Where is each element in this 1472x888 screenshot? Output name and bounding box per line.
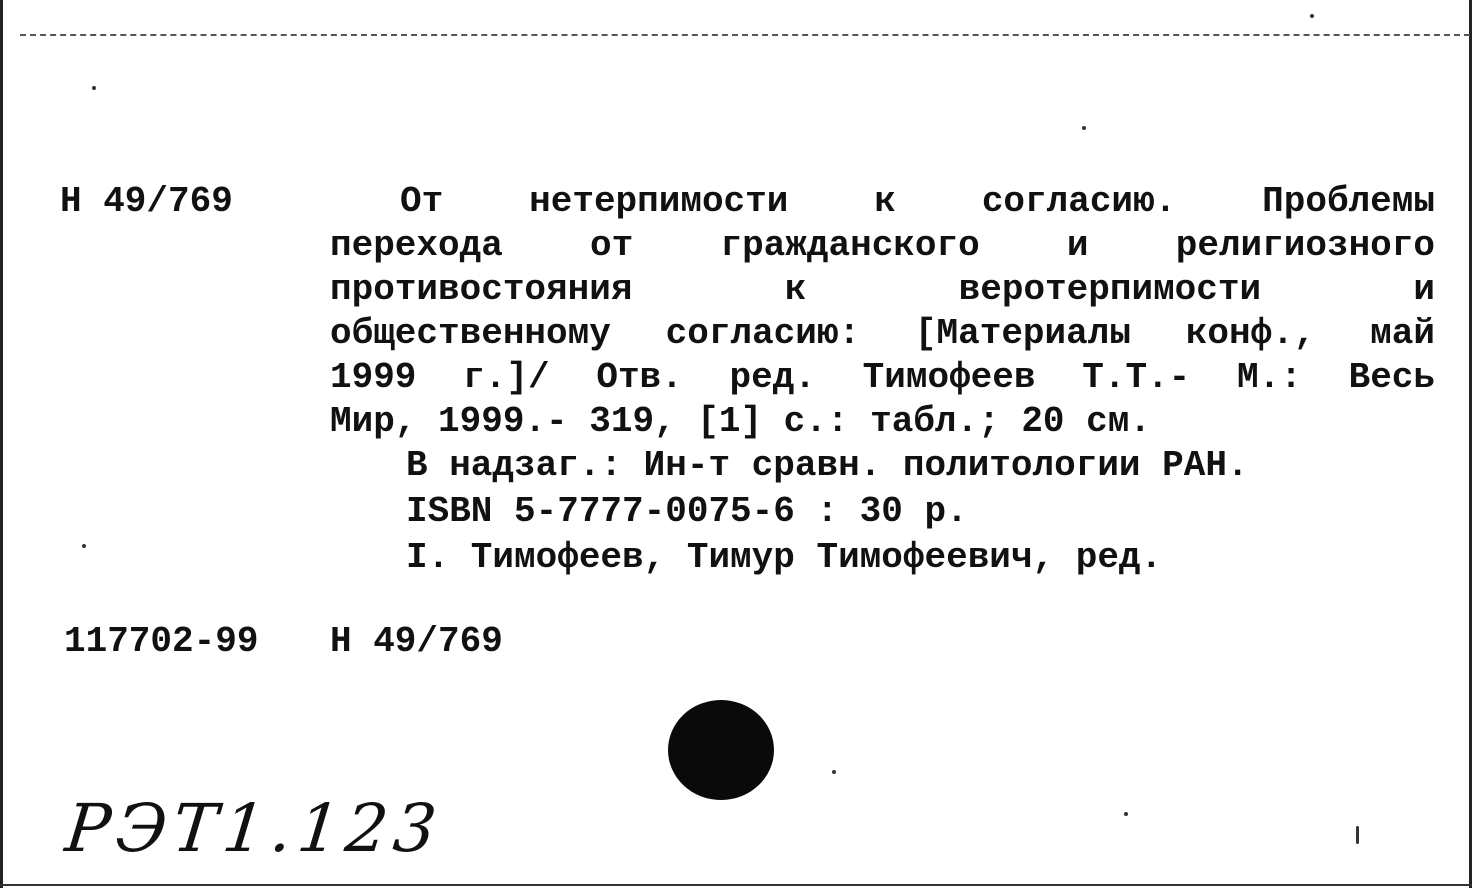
bottom-rule — [0, 884, 1472, 886]
scan-speck — [92, 86, 96, 90]
scan-speck — [1082, 126, 1086, 130]
scan-speck — [1310, 14, 1314, 18]
punch-hole — [668, 700, 774, 800]
description-line-2: перехода от гражданского и религиозного — [330, 225, 1435, 266]
description-line-3: противостояния к веротерпимости и — [330, 269, 1435, 310]
note-heading-line: В надзаг.: Ин-т сравн. политологии РАН. — [406, 445, 1249, 486]
shelf-mark-top: Н 49/769 — [60, 181, 233, 222]
card-left-edge — [0, 0, 3, 888]
top-dashed-rule — [20, 34, 1470, 36]
scan-speck — [82, 544, 86, 548]
scan-speck — [1124, 812, 1128, 816]
control-number: 117702-99 — [64, 621, 259, 662]
description-line-4: общественному согласию: [Материалы конф., май — [330, 313, 1435, 354]
description-line-1: От нетерпимости к согласию. Проблемы — [400, 181, 1435, 222]
scan-mark — [1356, 826, 1359, 844]
scan-speck — [832, 770, 836, 774]
handwritten-code: РЭТ1.123 — [61, 790, 446, 867]
isbn-price-line: ISBN 5-7777-0075-6 : 30 р. — [406, 491, 968, 532]
description-line-5: 1999 г.]/ Отв. ред. Тимофеев Т.Т.- М.: Весь — [330, 357, 1435, 398]
shelf-mark-bottom: Н 49/769 — [330, 621, 503, 662]
description-line-6: Мир, 1999.- 319, [1] с.: табл.; 20 см. — [330, 401, 1151, 442]
editor-tracing-line: I. Тимофеев, Тимур Тимофеевич, ред. — [406, 537, 1163, 578]
